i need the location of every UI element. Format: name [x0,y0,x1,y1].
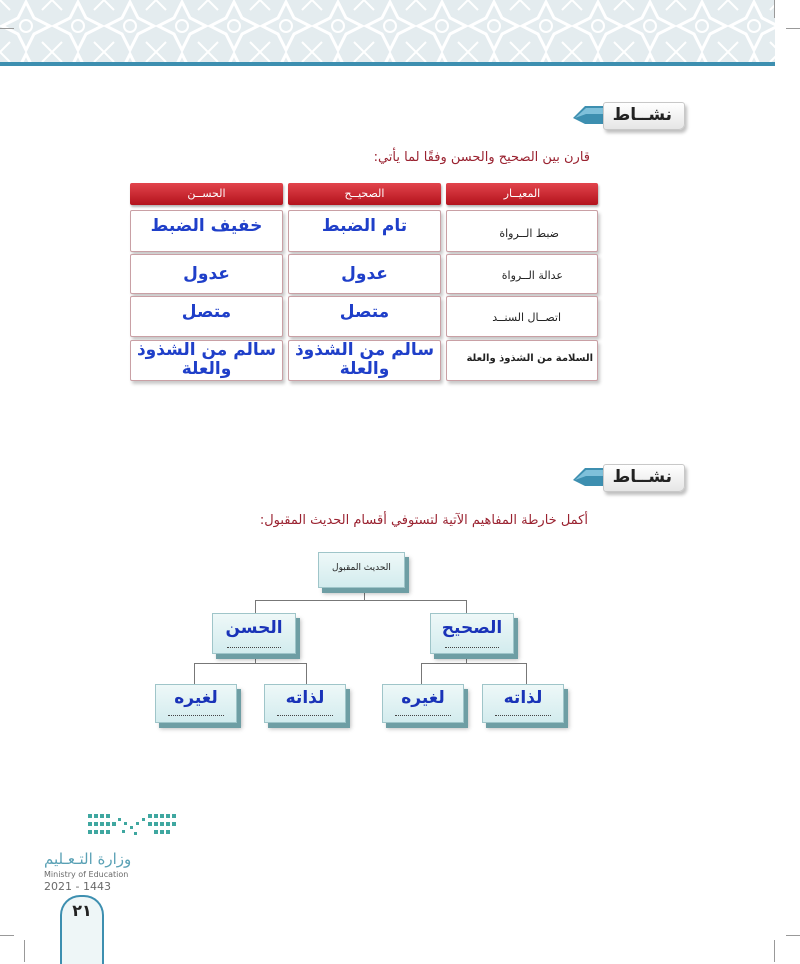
activity-badge-label: نشــاط [612,105,672,125]
table-row-2-sahih-cell [288,254,441,294]
ministry-name-english: Ministry of Education [44,870,129,879]
concept-node-sahih [430,613,514,654]
criterion-text: اتصــال السنــد [492,311,561,324]
criterion-text: ضبط الــرواة [499,227,559,240]
crop-mark [774,940,775,962]
answer-dotted-line [168,715,224,716]
table-header-sahih: الصحيــح [288,183,441,205]
table-header-criterion: المعيــار [446,183,598,205]
answer-text: عدول [183,264,230,284]
node-label: لذاته [285,688,325,708]
table-row-4-criterion-cell [446,340,598,381]
concept-node-hasan-lighayrihi [155,684,237,723]
concept-node-hasan-lidhatihi [264,684,346,723]
arabesque-pattern-icon [0,0,775,62]
node-label: لغيره [401,688,445,708]
node-label: الصحيح [441,618,503,638]
blue-arrow-icon [571,466,605,488]
concept-node-sahih-lighayrihi [382,684,464,723]
crop-mark [786,28,800,29]
table-row-1-criterion-cell [446,210,598,252]
activity-badge-1 [565,100,685,134]
activity-badge-tab [603,464,685,492]
crop-mark [786,935,800,936]
ministry-name-arabic: وزارة التـعـليم [44,850,132,868]
edition-years: 2021 - 1443 [44,880,111,893]
answer-dotted-line [227,647,281,648]
table-row-4-sahih-cell [288,340,441,381]
blue-arrow-icon [571,104,605,126]
table-row-2-criterion-cell [446,254,598,294]
table-header-hasan: الحســن [130,183,283,205]
activity-2-instruction: أكمل خارطة المفاهيم الآتية لتستوفي أقسام الحديث المقبول: [259,513,588,528]
answer-dotted-line [445,647,499,648]
criterion-text: عدالة الــرواة [501,269,563,282]
activity-badge-2 [565,462,685,496]
activity-badge-label: نشــاط [612,467,672,487]
node-label: لغيره [174,688,218,708]
root-label: الحديث المقبول [332,563,391,573]
concept-node-root [318,552,405,588]
answer-dotted-line [277,715,333,716]
answer-text: تام الضبط [321,216,408,236]
answer-dotted-line [395,715,451,716]
header-rule [0,62,775,66]
connector-line [255,600,467,601]
header-pattern-band [0,0,775,62]
table-row-1-sahih-cell [288,210,441,252]
answer-text: متصل [181,302,232,322]
connector-line [526,663,527,685]
answer-dotted-line [495,715,551,716]
crop-mark [774,0,775,18]
criterion-text: السلامة من الشذوذ والعلة [466,353,593,364]
table-row-3-criterion-cell [446,296,598,337]
concept-node-sahih-lidhatihi [482,684,564,723]
page-number-tab [60,895,104,964]
table-row-2-hasan-cell [130,254,283,294]
answer-text: عدول [341,264,388,284]
table-row-3-sahih-cell [288,296,441,337]
table-row-1-hasan-cell [130,210,283,252]
answer-text: سالم من الشذوذ والعلة [136,340,277,379]
table-row-4-hasan-cell [130,340,283,381]
concept-node-hasan [212,613,296,654]
connector-line [194,663,195,685]
crop-mark [0,935,14,936]
activity-badge-tab [603,102,685,130]
answer-text: سالم من الشذوذ والعلة [294,340,435,379]
page-number: ٢١ [72,901,92,920]
node-label: لذاته [503,688,543,708]
ministry-logo-dots-icon [86,812,180,842]
crop-mark [0,28,14,29]
activity-1-instruction: قارن بين الصحيح والحسن وفقًا لما يأتي: [373,150,590,165]
answer-text: خفيف الضبط [150,216,263,236]
connector-line [194,663,307,664]
connector-line [421,663,422,685]
answer-text: متصل [339,302,390,322]
connector-line [306,663,307,685]
node-label: الحسن [225,618,283,638]
crop-mark [24,940,25,962]
connector-line [421,663,527,664]
table-row-3-hasan-cell [130,296,283,337]
